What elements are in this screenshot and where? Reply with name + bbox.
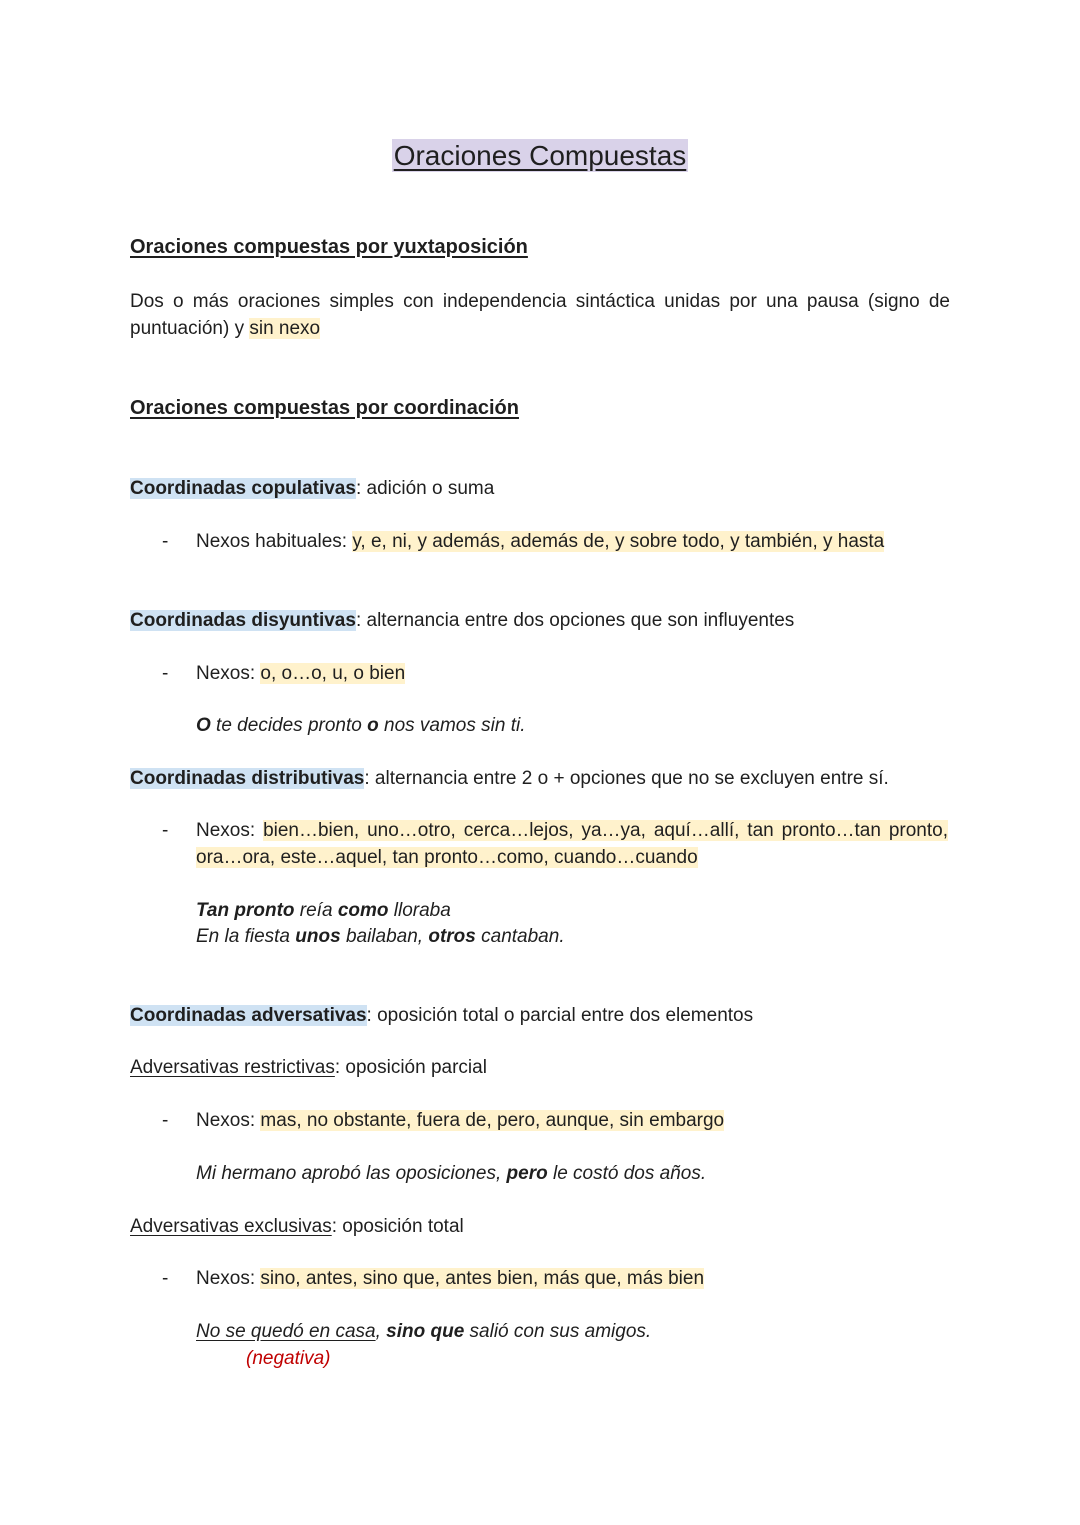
label-restrictivas: Adversativas restrictivas	[130, 1057, 335, 1078]
disyuntivas-line: Coordinadas disyuntivas: alternancia entre dos opciones que son influyentes	[130, 610, 795, 631]
copulativas-nexos: Nexos habituales: y, e, ni, y además, además de, y sobre todo, y también, y hasta	[196, 531, 885, 552]
label-exclusivas: Adversativas exclusivas	[130, 1216, 332, 1237]
distributivas-example-1: Tan pronto reía como lloraba	[196, 900, 451, 921]
annotation-negativa: (negativa)	[246, 1348, 331, 1369]
label-copulativas: Coordinadas copulativas	[130, 478, 356, 499]
yuxtaposicion-definition: Dos o más oraciones simples con independencia sintáctica unidas por una pausa (signo de puntuación) y sin nexo	[130, 291, 950, 339]
bullet-dash: -	[162, 1268, 169, 1289]
label-adversativas: Coordinadas adversativas	[130, 1005, 367, 1026]
disyuntivas-nexos: Nexos: o, o…o, u, o bien	[196, 663, 406, 684]
exclusivas-nexos: Nexos: sino, antes, sino que, antes bien, más que, más bien	[196, 1268, 705, 1289]
copulativas-line: Coordinadas copulativas: adición o suma	[130, 478, 495, 499]
restrictivas-example: Mi hermano aprobó las oposiciones, pero le costó dos años.	[196, 1163, 707, 1184]
highlight-nexos: bien…bien, uno…otro, cerca…lejos, ya…ya, aquí…allí, tan pronto…tan pronto, ora…ora, este…aquel, tan pronto…como, cuando…cuando	[196, 820, 948, 868]
distributivas-example-2: En la fiesta unos bailaban, otros cantaban.	[196, 926, 565, 947]
highlight-nexos: y, e, ni, y además, además de, y sobre todo, y también, y hasta	[352, 531, 885, 552]
distributivas-nexos: Nexos: bien…bien, uno…otro, cerca…lejos, ya…ya, aquí…allí, tan pronto…tan pronto, ora…ora, este…aquel, tan pronto…como, cuando…cuando	[196, 820, 948, 868]
bullet-dash: -	[162, 820, 169, 841]
highlight-nexos: o, o…o, u, o bien	[260, 663, 406, 684]
bullet-dash: -	[162, 531, 169, 552]
bullet-dash: -	[162, 663, 169, 684]
heading-yuxtaposicion: Oraciones compuestas por yuxtaposición	[130, 236, 528, 258]
restrictivas-nexos: Nexos: mas, no obstante, fuera de, pero, aunque, sin embargo	[196, 1110, 725, 1131]
disyuntivas-example: O te decides pronto o nos vamos sin ti.	[196, 715, 526, 736]
page-title: Oraciones Compuestas	[393, 140, 687, 171]
exclusivas-example: No se quedó en casa, sino que salió con sus amigos.	[196, 1321, 652, 1342]
highlight-sin-nexo: sin nexo	[249, 318, 321, 339]
heading-coordinacion: Oraciones compuestas por coordinación	[130, 397, 519, 419]
label-distributivas: Coordinadas distributivas	[130, 768, 365, 789]
highlight-nexos: mas, no obstante, fuera de, pero, aunque, sin embargo	[260, 1110, 725, 1131]
exclusivas-line: Adversativas exclusivas: oposición total	[130, 1216, 464, 1237]
adversativas-line: Coordinadas adversativas: oposición total o parcial entre dos elementos	[130, 1005, 754, 1026]
bullet-dash: -	[162, 1110, 169, 1131]
distributivas-line: Coordinadas distributivas: alternancia entre 2 o + opciones que no se excluyen entre sí.	[130, 768, 889, 789]
label-disyuntivas: Coordinadas disyuntivas	[130, 610, 356, 631]
restrictivas-line: Adversativas restrictivas: oposición parcial	[130, 1057, 487, 1078]
highlight-nexos: sino, antes, sino que, antes bien, más que, más bien	[260, 1268, 705, 1289]
